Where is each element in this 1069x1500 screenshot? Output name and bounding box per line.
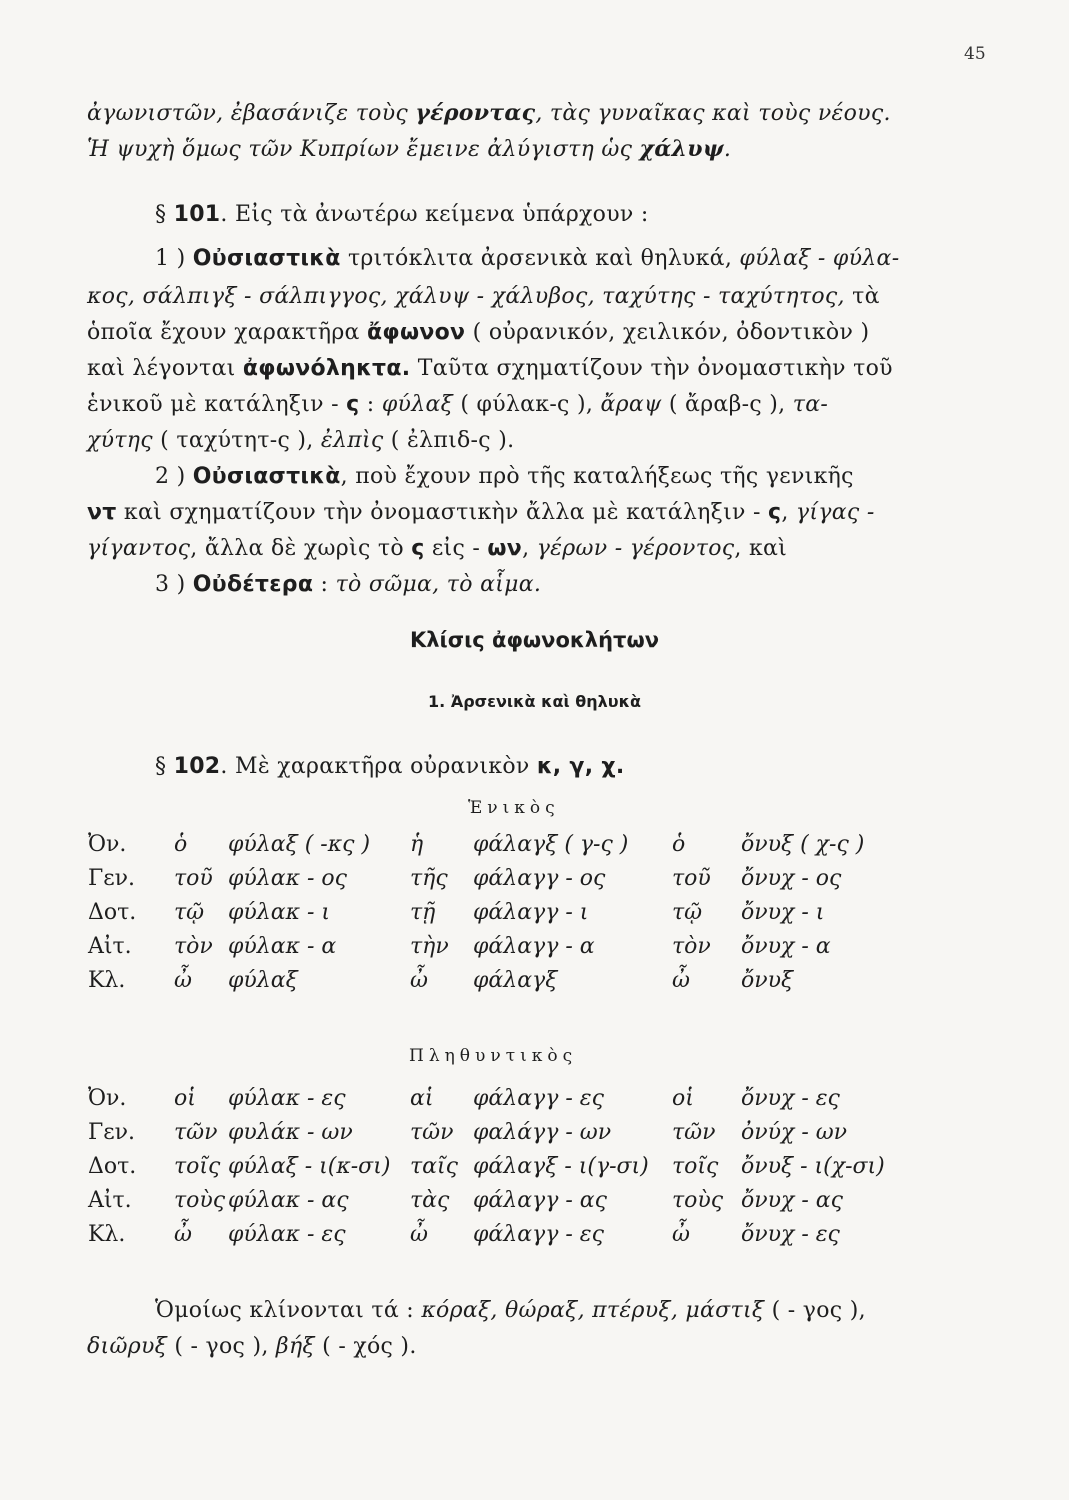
text-run: 1 ) xyxy=(155,246,193,271)
declension-cell: τὴν xyxy=(410,934,449,959)
text-run: , ποὺ ἔχουν πρὸ τῆς καταλήξεως τῆς γενικῆς xyxy=(340,464,854,489)
declension-cell: αἱ xyxy=(410,1086,434,1111)
text-run: εἰς - xyxy=(424,536,488,561)
text-run: ων xyxy=(487,536,523,561)
declension-cell: τῶν xyxy=(672,1120,716,1145)
declension-cell: οἱ xyxy=(174,1086,196,1111)
text-run: γίγας - xyxy=(795,500,875,525)
declension-cell: φάλαγγ - ας xyxy=(473,1188,607,1213)
text-run: γέρων - γέροντος xyxy=(536,536,735,561)
declension-cell: φαλάγγ - ων xyxy=(473,1120,612,1145)
page-number: 45 xyxy=(964,44,986,64)
case-label: Δοτ. xyxy=(88,1154,137,1179)
declension-cell: τὰς xyxy=(410,1188,450,1213)
text-run: ἄφωνον xyxy=(367,320,466,345)
declension-cell: φύλαξ xyxy=(228,968,298,993)
text-run: . Εἰς τὰ ἀνωτέρω κείμενα ὑπάρχουν : xyxy=(220,202,649,227)
declension-cell: ὀνύχ - ων xyxy=(741,1120,848,1145)
text-run: φύλαξ - φύλα- xyxy=(739,246,900,271)
declension-cell: τῇ xyxy=(410,900,436,925)
declension-cell: τὸν xyxy=(174,934,213,959)
declension-cell: φάλαγγ - α xyxy=(473,934,595,959)
declension-cell: ὄνυξ ( χ-ς ) xyxy=(741,832,865,857)
text-run: ἄραψ xyxy=(600,392,662,417)
text-run: Ὁμοίως κλίνονται τά : xyxy=(155,1298,422,1323)
text-run: Οὐδέτερα xyxy=(192,572,314,597)
text-run: 101 xyxy=(173,202,221,227)
declension-cell: ὦ xyxy=(174,1222,192,1247)
text-run: κ, γ, χ. xyxy=(536,754,625,779)
text-run: διῶρυξ xyxy=(87,1334,168,1359)
text-run: ἀγωνιστῶν, ἐβασάνιζε τοὺς xyxy=(87,101,416,126)
declension-cell: ἡ xyxy=(410,832,424,857)
declension-cell: ὄνυχ - ες xyxy=(741,1086,840,1111)
text-run: ἀφωνόληκτα. xyxy=(242,356,411,381)
declension-cell: ὄνυχ - ι xyxy=(741,900,825,925)
case-label: Δοτ. xyxy=(88,900,137,925)
text-run: γίγαντος xyxy=(87,536,191,561)
declension-cell: ὄνυξ - ι(χ-σι) xyxy=(741,1154,885,1179)
text-run: ὁποῖα ἔχουν χαρακτῆρα xyxy=(87,320,368,345)
declension-cell: ὦ xyxy=(672,968,690,993)
text-run: κόραξ, θώραξ, πτέρυξ, μάστιξ xyxy=(421,1298,765,1323)
closing-line-2 xyxy=(87,1334,417,1359)
text-run: . Μὲ χαρακτῆρα οὐρανικὸν xyxy=(220,754,537,779)
case-label: Κλ. xyxy=(88,1222,126,1247)
plural-label: Πληθυντικὸς xyxy=(409,1046,578,1066)
text-run: ς xyxy=(346,392,360,417)
text-run: ἐλπὶς xyxy=(320,428,384,453)
s101-line-2 xyxy=(155,246,899,271)
case-label: Ὀν. xyxy=(88,832,127,857)
s101-line-1 xyxy=(155,202,649,227)
declension-cell: ὁ xyxy=(672,832,686,857)
s101-line-11 xyxy=(155,572,541,597)
text-run: , ἄλλα δὲ χωρὶς τὸ xyxy=(190,536,412,561)
text-run: γέροντας xyxy=(415,100,536,126)
declension-cell: τοῦ xyxy=(174,866,213,891)
text-run: κος, σάλπιγξ - σάλπιγγος, χάλυψ - χάλυβος, ταχύτης - ταχύτητος, xyxy=(87,284,845,309)
declension-cell: ὁ xyxy=(174,832,188,857)
text-run: ς xyxy=(411,536,425,561)
declension-cell: φάλαγξ - ι(γ-σι) xyxy=(473,1154,649,1179)
declension-cell: ὄνυχ - α xyxy=(741,934,831,959)
text-run: καὶ σχηματίζουν τὴν ὀνομαστικὴν ἄλλα μὲ κατάληξιν - xyxy=(116,500,768,525)
text-run: ( - χός ). xyxy=(314,1334,417,1359)
s101-line-6 xyxy=(87,392,828,417)
text-run: ( - γος ), xyxy=(167,1334,276,1359)
text-run: , καὶ xyxy=(734,536,788,561)
text-run: : xyxy=(359,392,382,417)
text-run: 3 ) xyxy=(155,572,193,597)
declension-cell: ὄνυξ xyxy=(741,968,794,993)
declension-cell: οἱ xyxy=(672,1086,694,1111)
text-run: , τὰς γυναῖκας καὶ τοὺς νέους. xyxy=(535,101,891,126)
declension-cell: τοὺς xyxy=(174,1188,226,1213)
text-run: ντ xyxy=(87,500,117,525)
case-label: Κλ. xyxy=(88,968,126,993)
text-run: 102 xyxy=(173,754,221,779)
text-run: , xyxy=(522,536,537,561)
declension-cell: τοῖς xyxy=(672,1154,719,1179)
text-run: χάλυψ xyxy=(639,136,724,162)
case-label: Γεν. xyxy=(88,866,136,891)
s101-line-3 xyxy=(87,284,880,309)
text-run: Ἡ ψυχὴ ὅμως τῶν Κυπρίων ἔμεινε ἀλύγιστη ὡς xyxy=(87,137,640,162)
declension-cell: φάλαγγ - ες xyxy=(473,1222,604,1247)
s101-line-5 xyxy=(87,356,893,381)
text-run: Οὐσιαστικὰ xyxy=(192,246,341,271)
intro-line-1 xyxy=(87,100,891,126)
text-run: φύλαξ xyxy=(381,392,454,417)
text-run: : xyxy=(313,572,336,597)
declension-cell: φύλακ - ας xyxy=(228,1188,349,1213)
declension-cell: ταῖς xyxy=(410,1154,458,1179)
text-run: βήξ xyxy=(275,1334,315,1359)
declension-cell: τοὺς xyxy=(672,1188,724,1213)
declension-cell: ὦ xyxy=(174,968,192,993)
text-run: ( ταχύτητ-ς ), xyxy=(152,428,321,453)
declension-cell: ὄνυχ - ας xyxy=(741,1188,843,1213)
s101-line-9 xyxy=(87,500,875,525)
declension-cell: φάλαγγ - ος xyxy=(473,866,606,891)
text-run: . xyxy=(723,137,732,162)
declension-cell: φάλαγγ - ες xyxy=(473,1086,604,1111)
intro-line-2 xyxy=(87,136,731,162)
declension-cell: φύλακ - α xyxy=(228,934,337,959)
text-run: § xyxy=(155,754,174,779)
text-run: § xyxy=(155,202,174,227)
declension-cell: τοῖς xyxy=(174,1154,221,1179)
text-run: ( φύλακ-ς ), xyxy=(453,392,601,417)
subsection-title: 1. Ἀρσενικὰ καὶ θηλυκὰ xyxy=(428,692,641,711)
declension-cell: φύλαξ ( -κς ) xyxy=(228,832,371,857)
declension-cell: φύλακ - ος xyxy=(228,866,347,891)
case-label: Αἰτ. xyxy=(88,934,132,959)
closing-line-1 xyxy=(155,1298,866,1323)
s102-line xyxy=(155,754,624,779)
declension-cell: φάλαγγ - ι xyxy=(473,900,589,925)
text-run: ( - γος ), xyxy=(764,1298,866,1323)
declension-cell: ὄνυχ - ες xyxy=(741,1222,840,1247)
text-run: τὸ σῶμα, τὸ αἷμα. xyxy=(335,572,542,597)
declension-cell: φύλακ - ες xyxy=(228,1086,346,1111)
declension-cell: τὸν xyxy=(672,934,711,959)
declension-cell: τοῦ xyxy=(672,866,711,891)
declension-cell: τῶν xyxy=(410,1120,454,1145)
declension-cell: ὦ xyxy=(672,1222,690,1247)
text-run: Οὐσιαστικὰ xyxy=(192,464,341,489)
case-label: Ὀν. xyxy=(88,1086,127,1111)
declension-cell: ὦ xyxy=(410,1222,428,1247)
text-run: ( ἐλπιδ-ς ). xyxy=(383,428,515,453)
text-run: τριτόκλιτα ἀρσενικὰ καὶ θηλυκά, xyxy=(340,246,740,271)
s101-line-7 xyxy=(87,428,514,453)
text-run: ( οὐρανικόν, χειλικόν, ὀδοντικὸν ) xyxy=(465,320,870,345)
s101-line-8 xyxy=(155,464,854,489)
text-run: καὶ λέγονται xyxy=(87,356,243,381)
case-label: Αἰτ. xyxy=(88,1188,132,1213)
text-run: ( ἄραβ-ς ), xyxy=(661,392,793,417)
declension-cell: φύλακ - ι xyxy=(228,900,331,925)
singular-label: Ἑνικὸς xyxy=(468,798,560,818)
declension-cell: τῷ xyxy=(672,900,703,925)
text-run: ς xyxy=(767,500,782,525)
declension-cell: φάλαγξ xyxy=(473,968,558,993)
text-run: Ταῦτα σχηματίζουν τὴν ὀνομαστικὴν τοῦ xyxy=(410,356,893,381)
s101-line-4 xyxy=(87,320,869,345)
text-run: , xyxy=(781,500,796,525)
declension-cell: φάλαγξ ( γ-ς ) xyxy=(473,832,629,857)
declension-cell: φύλακ - ες xyxy=(228,1222,346,1247)
declension-cell: τῷ xyxy=(174,900,205,925)
text-run: τα- xyxy=(792,392,829,417)
declension-cell: ὦ xyxy=(410,968,428,993)
case-label: Γεν. xyxy=(88,1120,136,1145)
declension-cell: φυλάκ - ων xyxy=(228,1120,353,1145)
text-run: χύτης xyxy=(87,428,153,453)
text-run: 2 ) xyxy=(155,464,193,489)
declension-cell: τῶν xyxy=(174,1120,218,1145)
declension-cell: ὄνυχ - ος xyxy=(741,866,842,891)
declension-cell: τῆς xyxy=(410,866,448,891)
text-run: τὰ xyxy=(844,284,880,309)
s101-line-10 xyxy=(87,536,787,561)
section-title: Κλίσις ἀφωνοκλήτων xyxy=(410,628,659,652)
text-run: ἑνικοῦ μὲ κατάληξιν - xyxy=(87,392,347,417)
declension-cell: φύλαξ - ι(κ-σι) xyxy=(228,1154,391,1179)
